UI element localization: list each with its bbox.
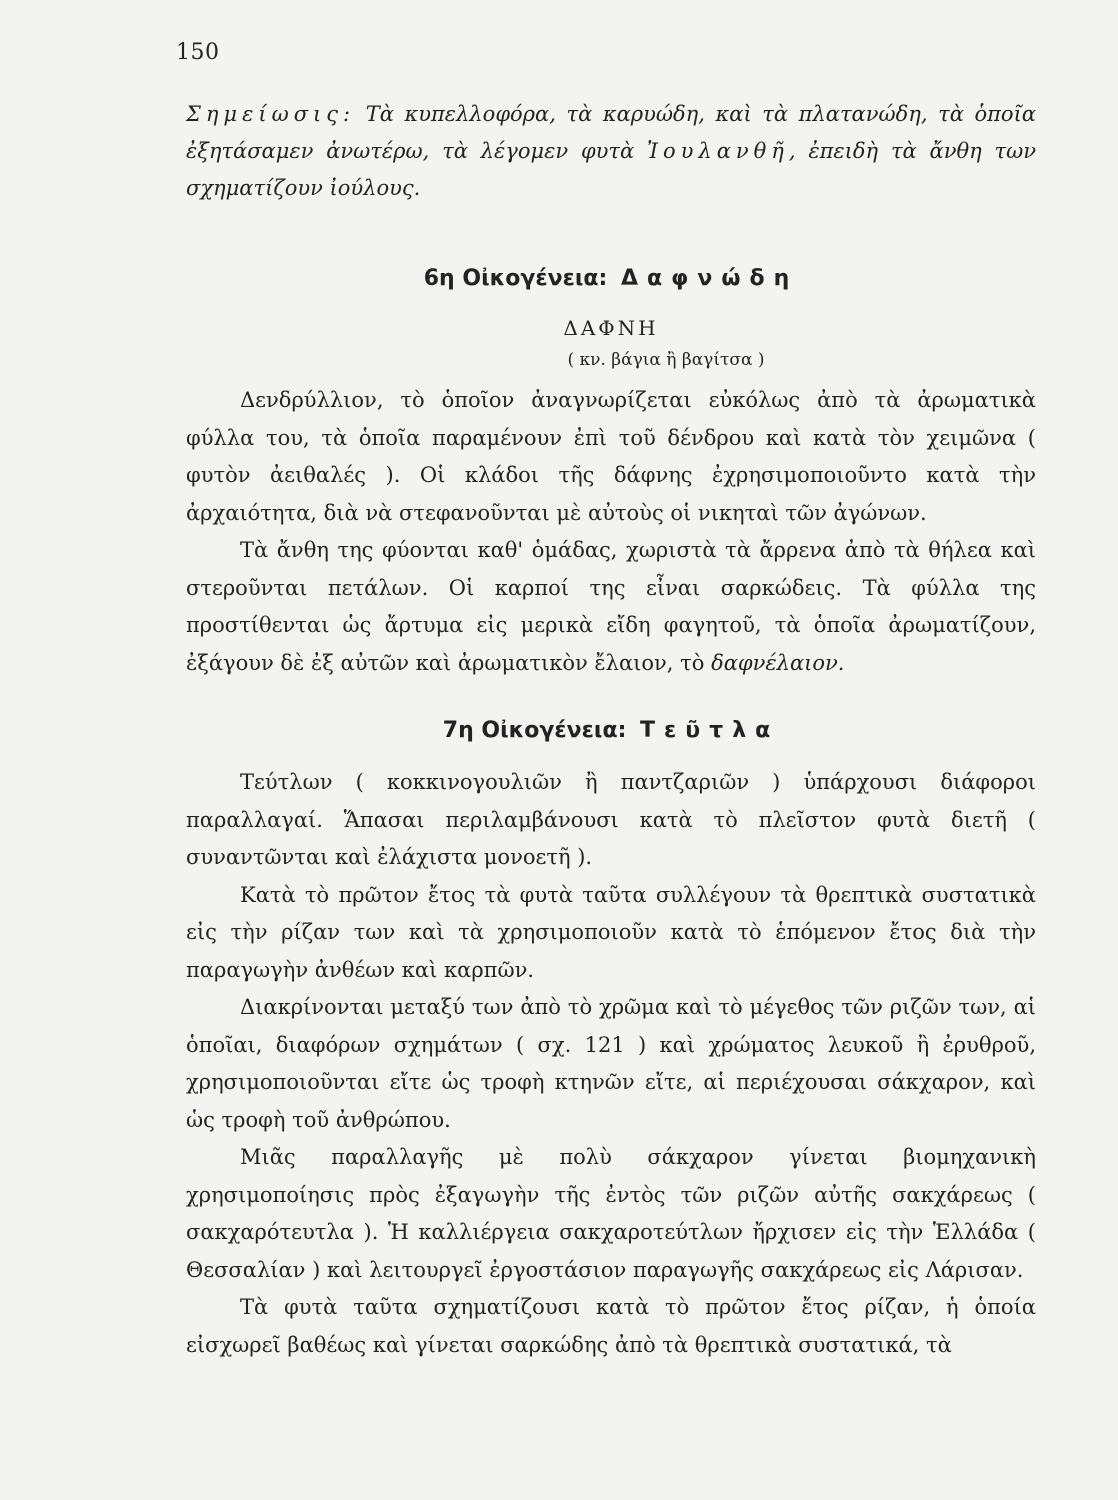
paragraph-text: Τὰ ἄνθη της φύονται καθ' ὁμάδας, χωριστὰ τὰ ἄρρενα ἀπὸ τὰ θήλεα καὶ στεροῦνται πετάλων. Οἱ καρποί της εἶναι σαρκώδεις. Τὰ φύλλα της προστίθενται ὡς ἄρτυμα εἰς μερικὰ εἴδη φαγητοῦ, τὰ ὁποῖα ἀρωματίζουν, ἐξάγουν δὲ ἐξ αὐτῶν καὶ ἀρωματικὸν ἔλαιον, τὸ (186, 538, 1036, 675)
plant-common-name: ( κν. βάγια ἢ βαγίτσα ) (567, 350, 765, 370)
paragraph: Τὰ φυτὰ ταῦτα σχηματίζουσι κατὰ τὸ πρῶτον ἔτος ρίζαν, ἡ ὁποία εἰσχωρεῖ βαθέως καὶ γίνεται σαρκώδης ἀπὸ τὰ θρεπτικὰ συστατικά, τὰ (186, 1295, 1036, 1357)
note-text: Τὰ κυπελλοφόρα, τὰ καρυώδη, καὶ τὰ πλατανώδη, τὰ ὁποῖα ἐξητάσαμεν ἀνωτέρω, τὰ λέγομεν φυτὰ (186, 102, 1036, 163)
note-term: Ἰουλανθῆ (647, 139, 789, 163)
family-6-name: Δαφνώδη (621, 266, 799, 291)
paragraph: Τεύτλων ( κοκκινογουλιῶν ἢ παντζαριῶν ) ὑπάρχουσι διάφοροι παραλλαγαί. Ἅπασαι περιλαμβάνουσι κατὰ τὸ πλεῖστον φυτὰ διετῆ ( συναντῶνται καὶ ἐλάχιστα μονοετῆ ). (186, 770, 1036, 869)
paragraph: Μιᾶς παραλλαγῆς μὲ πολὺ σάκχαρον γίνεται βιομηχανικὴ χρησιμοποίησις πρὸς ἐξαγωγὴν τῆς ἐντὸς τῶν ριζῶν αὐτῆς σακχάρεως ( σακχαρότευτλα ). Ἡ καλλιέργεια σακχαροτεύτλων ἤρχισεν εἰς τὴν Ἑλλάδα ( Θεσσαλίαν ) καὶ λειτουργεῖ ἐργοστάσιον παραγωγῆς σακχάρεως εἰς Λάρισαν. (186, 1145, 1036, 1282)
note-label: Σημείωσις: (186, 102, 356, 126)
teutla-section (186, 764, 1036, 1364)
paragraph (186, 532, 1036, 682)
paragraph: Διακρίνονται μεταξύ των ἀπὸ τὸ χρῶμα καὶ τὸ μέγεθος τῶν ριζῶν των, αἱ ὁποῖαι, διαφόρων σχημάτων ( σχ. 121 ) καὶ χρώματος λευκοῦ ἢ ἐρυθροῦ, χρησιμοποιοῦνται εἴτε ὡς τροφὴ κτηνῶν εἴτε, αἱ περιέχουσαι σάκχαρον, καὶ ὡς τροφὴ τοῦ ἀνθρώπου. (186, 995, 1036, 1132)
page-number: 150 (176, 40, 220, 65)
note-paragraph (186, 96, 1036, 207)
family-7-prefix: 7η Οἰκογένεια: (442, 718, 627, 743)
paragraph: Δενδρύλλιον, τὸ ὁποῖον ἀναγνωρίζεται εὐκόλως ἀπὸ τὰ ἀρωματικὰ φύλλα του, τὰ ὁποῖα παραμένουν ἐπὶ τοῦ δένδρου καὶ κατὰ τὸν χειμῶνα ( φυτὸν ἀειθαλές ). Οἱ κλάδοι τῆς δάφνης ἐχρησιμοποιοῦντο κατὰ τὴν ἀρχαιότητα, διὰ νὰ στεφανοῦνται μὲ αὐτοὺς οἱ νικηταὶ τῶν ἀγώνων. (186, 388, 1036, 525)
plant-name: ΔΑΦΝΗ (563, 316, 659, 340)
family-7-name: Τεῦτλα (640, 718, 780, 743)
note-text-end: , ἐπειδὴ τὰ ἄνθη των σχηματίζουν ἰούλους. (186, 139, 1037, 200)
family-6-heading (186, 266, 1036, 291)
paragraph: Κατὰ τὸ πρῶτον ἔτος τὰ φυτὰ ταῦτα συλλέγουν τὰ θρεπτικὰ συστατικὰ εἰς τὴν ρίζαν των καὶ τὰ χρησιμοποιοῦν κατὰ τὸ ἑπόμενον ἔτος διὰ τὴν παραγωγὴν ἀνθέων καὶ καρπῶν. (186, 882, 1036, 982)
daphne-section (186, 382, 1036, 682)
daphne-oil-term: δαφνέλαιον. (711, 650, 845, 675)
family-7-heading (186, 718, 1036, 743)
family-6-prefix: 6η Οἰκογένεια: (423, 266, 608, 291)
